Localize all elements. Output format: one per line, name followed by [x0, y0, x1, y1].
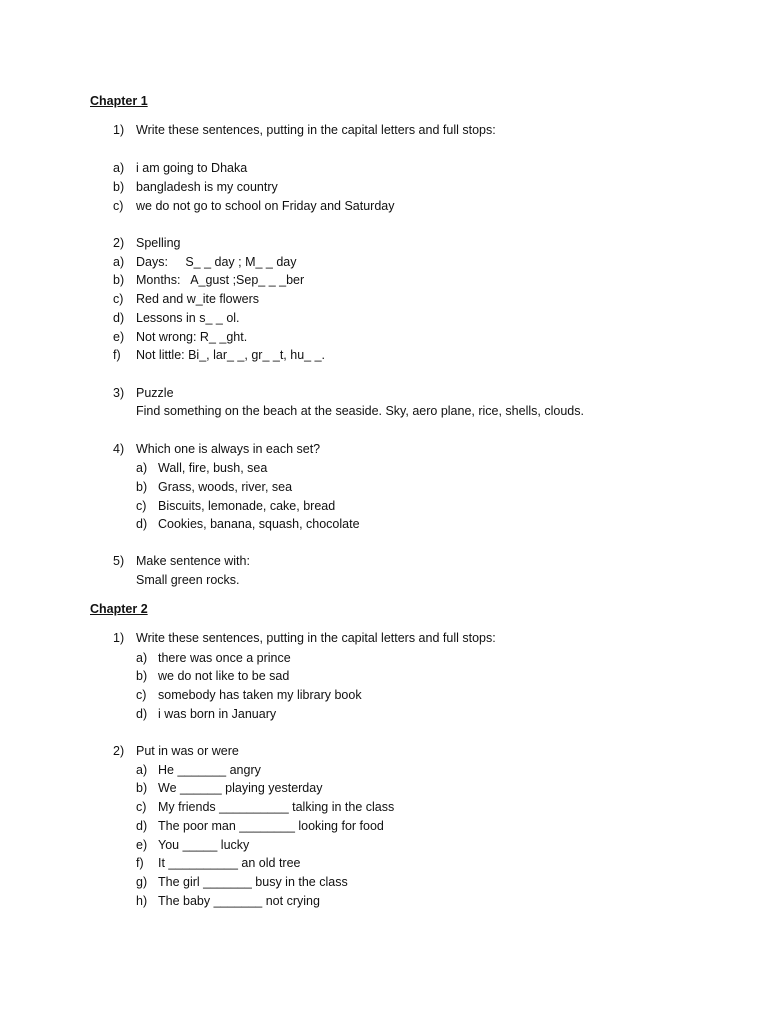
- ch2-q2-item-text: It __________ an old tree: [158, 856, 301, 870]
- ch1-q2-item-label: b): [113, 273, 125, 287]
- chapter-2-title: Chapter 2: [90, 602, 148, 616]
- ch1-q4-item-label: a): [136, 461, 148, 475]
- ch2-q2-item-label: b): [136, 781, 148, 795]
- ch2-q1-item-text: somebody has taken my library book: [158, 688, 362, 702]
- ch1-q1-item-text: bangladesh is my country: [136, 180, 278, 194]
- ch2-q2-item-label: e): [136, 838, 148, 852]
- ch1-q5-detail: Small green rocks.: [136, 573, 240, 587]
- ch1-q1-item-label: a): [113, 161, 125, 175]
- ch2-q2-item-label: a): [136, 763, 148, 777]
- ch2-q1-item-label: b): [136, 669, 148, 683]
- ch1-q1-number: 1): [113, 123, 125, 137]
- ch1-q2-number: 2): [113, 236, 125, 250]
- ch2-q2-item-text: He _______ angry: [158, 763, 261, 777]
- ch1-q4-item-label: d): [136, 517, 148, 531]
- ch2-q1-number: 1): [113, 631, 125, 645]
- ch1-q1-item-text: we do not go to school on Friday and Saturday: [136, 199, 395, 213]
- ch1-q1-item-label: c): [113, 199, 124, 213]
- ch2-q2-item-text: The baby _______ not crying: [158, 894, 320, 908]
- ch2-q2-item-label: g): [136, 875, 148, 889]
- ch2-q1-item-label: d): [136, 707, 148, 721]
- ch1-q3-detail: Find something on the beach at the seaside. Sky, aero plane, rice, shells, clouds.: [136, 404, 584, 418]
- ch2-q1-text: Write these sentences, putting in the capital letters and full stops:: [136, 631, 496, 645]
- ch1-q4-item-label: b): [136, 480, 148, 494]
- ch1-q2-item-label: c): [113, 292, 124, 306]
- ch1-q4-text: Which one is always in each set?: [136, 442, 321, 456]
- ch2-q2-item-label: d): [136, 819, 148, 833]
- ch2-q2-text: Put in was or were: [136, 744, 239, 758]
- ch1-q3-text: Puzzle: [136, 386, 174, 400]
- ch1-q4-item-text: Cookies, banana, squash, chocolate: [158, 517, 360, 531]
- ch1-q4-item-text: Wall, fire, bush, sea: [158, 461, 268, 475]
- ch1-q4-item-text: Grass, woods, river, sea: [158, 480, 293, 494]
- ch1-q1-item-text: i am going to Dhaka: [136, 161, 248, 175]
- ch1-q4-number: 4): [113, 442, 125, 456]
- ch2-q2-item-text: The poor man ________ looking for food: [158, 819, 384, 833]
- ch2-q2-item-text: You _____ lucky: [158, 838, 250, 852]
- ch2-q1-item-text: there was once a prince: [158, 651, 291, 665]
- ch2-q2-item-text: My friends __________ talking in the class: [158, 800, 395, 814]
- ch2-q2-item-label: c): [136, 800, 147, 814]
- ch1-q1-text: Write these sentences, putting in the capital letters and full stops:: [136, 123, 496, 137]
- ch1-q2-item-text: Lessons in s_ _ ol.: [136, 311, 240, 325]
- ch1-q2-item-label: d): [113, 311, 125, 325]
- chapter-1-title: Chapter 1: [90, 94, 148, 108]
- ch2-q1-item-text: i was born in January: [158, 707, 277, 721]
- ch1-q2-item-text: Days: S_ _ day ; M_ _ day: [136, 255, 297, 269]
- ch1-q5-text: Make sentence with:: [136, 554, 250, 568]
- ch1-q3-number: 3): [113, 386, 125, 400]
- ch2-q2-item-label: h): [136, 894, 148, 908]
- ch1-q2-text: Spelling: [136, 236, 181, 250]
- ch1-q2-item-text: Not little: Bi_, lar_ _, gr_ _t, hu_ _.: [136, 348, 325, 362]
- ch1-q2-item-label: f): [113, 348, 121, 362]
- ch1-q2-item-text: Not wrong: R_ _ght.: [136, 330, 248, 344]
- ch1-q1-item-label: b): [113, 180, 125, 194]
- ch2-q2-number: 2): [113, 744, 125, 758]
- ch1-q2-item-text: Red and w_ite flowers: [136, 292, 259, 306]
- ch2-q1-item-text: we do not like to be sad: [158, 669, 290, 683]
- ch2-q2-item-text: We ______ playing yesterday: [158, 781, 323, 795]
- ch2-q1-item-label: c): [136, 688, 147, 702]
- ch1-q4-item-label: c): [136, 499, 147, 513]
- ch1-q2-item-label: a): [113, 255, 125, 269]
- ch1-q2-item-label: e): [113, 330, 125, 344]
- ch1-q4-item-text: Biscuits, lemonade, cake, bread: [158, 499, 336, 513]
- ch2-q2-item-label: f): [136, 856, 144, 870]
- ch1-q5-number: 5): [113, 554, 125, 568]
- ch2-q2-item-text: The girl _______ busy in the class: [158, 875, 348, 889]
- ch2-q1-item-label: a): [136, 651, 148, 665]
- ch1-q2-item-text: Months: A_gust ;Sep_ _ _ber: [136, 273, 305, 287]
